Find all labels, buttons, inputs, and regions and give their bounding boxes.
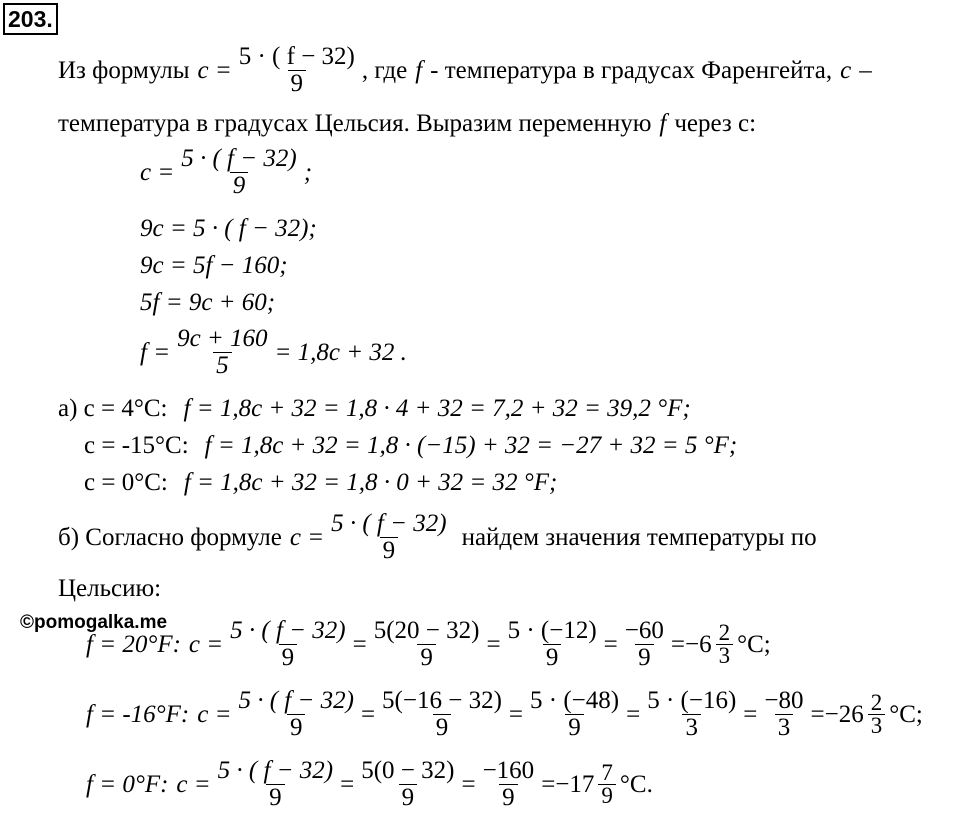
step1-lhs: c = (140, 158, 175, 186)
row3-frac-3 (480, 758, 538, 811)
var-f-2: f (659, 110, 667, 137)
part-a-row-3 (84, 469, 557, 497)
step1-denominator: 9 (230, 172, 249, 199)
derivation-step-2: 9c = 5 · ( f − 32); (140, 215, 317, 242)
row1-whole: −6 (684, 630, 712, 658)
row1-lhs: c = (188, 630, 224, 658)
intro-line-1 (58, 44, 872, 97)
row2-frac-2 (379, 688, 505, 741)
derivation-step-1 (140, 146, 312, 199)
formula-denominator: 9 (288, 70, 307, 97)
row2-frac-3 (527, 688, 622, 741)
part-a-expr-3: f = 1,8c + 32 = 1,8 · 0 + 32 = 32 °F; (183, 469, 558, 496)
row1-label: f = 20°F: (86, 630, 181, 658)
part-b-lhs: c = (289, 523, 325, 551)
intro-text-1: Из формулы (58, 56, 190, 84)
step5-numerator: 9c + 160 (177, 325, 268, 352)
step5-denominator: 5 (213, 352, 232, 379)
row3-label: f = 0°F: (86, 770, 169, 798)
problem-number: 203. (3, 3, 58, 35)
row1-frac-4-num: −60 (624, 617, 664, 644)
step5-rhs: = 1,8c + 32 . (274, 338, 407, 366)
row2-frac-4-den: 3 (682, 714, 701, 741)
watermark: ©pomogalka.me (20, 612, 168, 633)
row2-frac-4-num: 5 · (−16) (647, 687, 737, 714)
var-f: f (415, 56, 423, 84)
row2-mixed-den: 3 (868, 714, 886, 737)
row1-frac-3 (505, 618, 600, 671)
row1-frac-1-num: 5 · ( f − 32) (230, 617, 346, 644)
step1-numerator: 5 · ( f − 32) (181, 145, 297, 172)
intro-text-2: , где (361, 56, 408, 84)
row3-frac-2-num: 5(0 − 32) (361, 757, 455, 784)
row1-frac-3-num: 5 · (−12) (507, 617, 597, 644)
part-b-text-1: б) Согласно формуле (58, 523, 282, 551)
row1-mixed-den: 3 (716, 644, 734, 667)
step1-end: ; (303, 158, 313, 186)
part-b-text-2: найдем значения температуры по (461, 523, 817, 551)
row1-frac-4-den: 9 (635, 644, 654, 671)
row1-mixed-frac (716, 622, 734, 667)
row2-frac-5-den: 3 (775, 714, 794, 741)
formula-lhs: c = (197, 56, 232, 84)
intro-text-6: через с: (674, 110, 757, 137)
row1-frac-4 (622, 618, 667, 671)
step1-fraction (178, 146, 299, 199)
row1-frac-1-den: 9 (279, 644, 298, 671)
row2-frac-5-num: −80 (764, 687, 804, 714)
part-b-fraction (328, 511, 449, 564)
row2-frac-1-den: 9 (287, 714, 306, 741)
row2-label: f = -16°F: (86, 700, 190, 728)
row2-frac-2-num: 5(−16 − 32) (382, 687, 502, 714)
row2-frac-1-num: 5 · ( f − 32) (238, 687, 354, 714)
row3-mixed-den: 9 (598, 784, 616, 807)
row2-frac-3-num: 5 · (−48) (530, 687, 620, 714)
row3-frac-1 (215, 758, 336, 811)
part-b-row-1: f = 20°F: c = $\frac{5 \cdot ( f - 32)}{9}$ = $\frac{5(20 - 32)}{9}$ = $\frac{5 \cdot (-12)}{9}$ = $\frac{-60}{9}$ = −6 $\frac{2}{3}$ °C; (86, 617, 771, 671)
part-b-denominator: 9 (380, 537, 399, 564)
part-a-expr-1: f = 1,8c + 32 = 1,8 · 4 + 32 = 7,2 + 32 = 39,2 °F; (183, 395, 691, 422)
row3-frac-1-num: 5 · ( f − 32) (217, 757, 334, 784)
row3-lhs: c = (176, 770, 211, 798)
derivation-step-3: 9c = 5f − 160; (140, 252, 288, 279)
row2-frac-1 (235, 688, 356, 741)
part-a-label-1: а) c = 4°C: (58, 395, 168, 422)
row2-unit: °C; (889, 700, 923, 728)
intro-text-5: температура в градусах Цельсия. Выразим переменную (58, 110, 652, 137)
part-a-row-2 (84, 432, 737, 460)
row2-frac-4 (644, 688, 739, 741)
row2-mixed-frac (868, 692, 886, 737)
row1-frac-2-num: 5(20 − 32) (373, 617, 480, 644)
row3-whole: −17 (555, 770, 595, 798)
row3-mixed-num: 7 (601, 760, 613, 785)
row1-frac-2 (371, 618, 483, 671)
row3-mixed-frac (598, 762, 616, 807)
part-b-intro (58, 511, 817, 564)
row3-unit: °C. (619, 770, 653, 798)
row2-lhs: c = (197, 700, 232, 728)
intro-text-3: - температура в градусах Фаренгейта, (430, 56, 833, 84)
row2-frac-2-den: 9 (433, 714, 452, 741)
row3-frac-3-den: 9 (499, 784, 518, 811)
row1-frac-2-den: 9 (417, 644, 436, 671)
derivation-step-5 (140, 326, 407, 379)
formula-numerator: 5 · ( f − 32) (238, 43, 355, 70)
row3-frac-3-num: −160 (482, 757, 535, 784)
formula-fraction (236, 44, 358, 97)
row3-frac-1-den: 9 (266, 784, 285, 811)
row3-frac-2-den: 9 (399, 784, 418, 811)
row2-whole: −26 (824, 700, 864, 728)
intro-line-2 (58, 110, 756, 138)
part-b-numerator: 5 · ( f − 32) (331, 510, 447, 537)
row1-frac-1 (227, 618, 348, 671)
part-a-expr-2: f = 1,8c + 32 = 1,8 · (−15) + 32 = −27 + 32 = 5 °F; (204, 432, 738, 459)
step5-fraction (174, 326, 270, 379)
part-a-row-1 (58, 395, 691, 423)
part-b-text-3: Цельсию: (58, 575, 162, 602)
row2-mixed-num: 2 (870, 690, 883, 715)
row1-frac-3-den: 9 (543, 644, 562, 671)
part-b-row-3: f = 0°F: c = $\frac{5 \cdot ( f - 32)}{9}$ = $\frac{5(0 - 32)}{9}$ = $\frac{-160}{9}$ = −17 $\frac{7}{9}$ °C. (86, 757, 653, 811)
row2-frac-5 (761, 688, 806, 741)
intro-text-4: – (859, 56, 872, 84)
row3-frac-2 (358, 758, 457, 811)
part-b-row-2: f = -16°F: c = $\frac{5 \cdot ( f - 32)}{9}$ = $\frac{5(-16 - 32)}{9}$ = $\frac{5 \cdot (-48)}{9}$ = $\frac{5 \cdot (-16)}{3}$ = $\frac{-80}{3}$ = −26 $\frac{2}{3}$ °C; (86, 687, 923, 741)
var-c: c (840, 56, 852, 84)
part-a-label-2: c = -15°C: (84, 432, 189, 459)
row2-frac-3-den: 9 (565, 714, 584, 741)
derivation-step-4: 5f = 9c + 60; (140, 289, 276, 316)
part-a-label-3: c = 0°C: (84, 469, 168, 496)
step5-lhs: f = (140, 338, 171, 366)
row1-unit: °C; (737, 630, 771, 658)
row1-mixed-num: 2 (718, 620, 731, 645)
